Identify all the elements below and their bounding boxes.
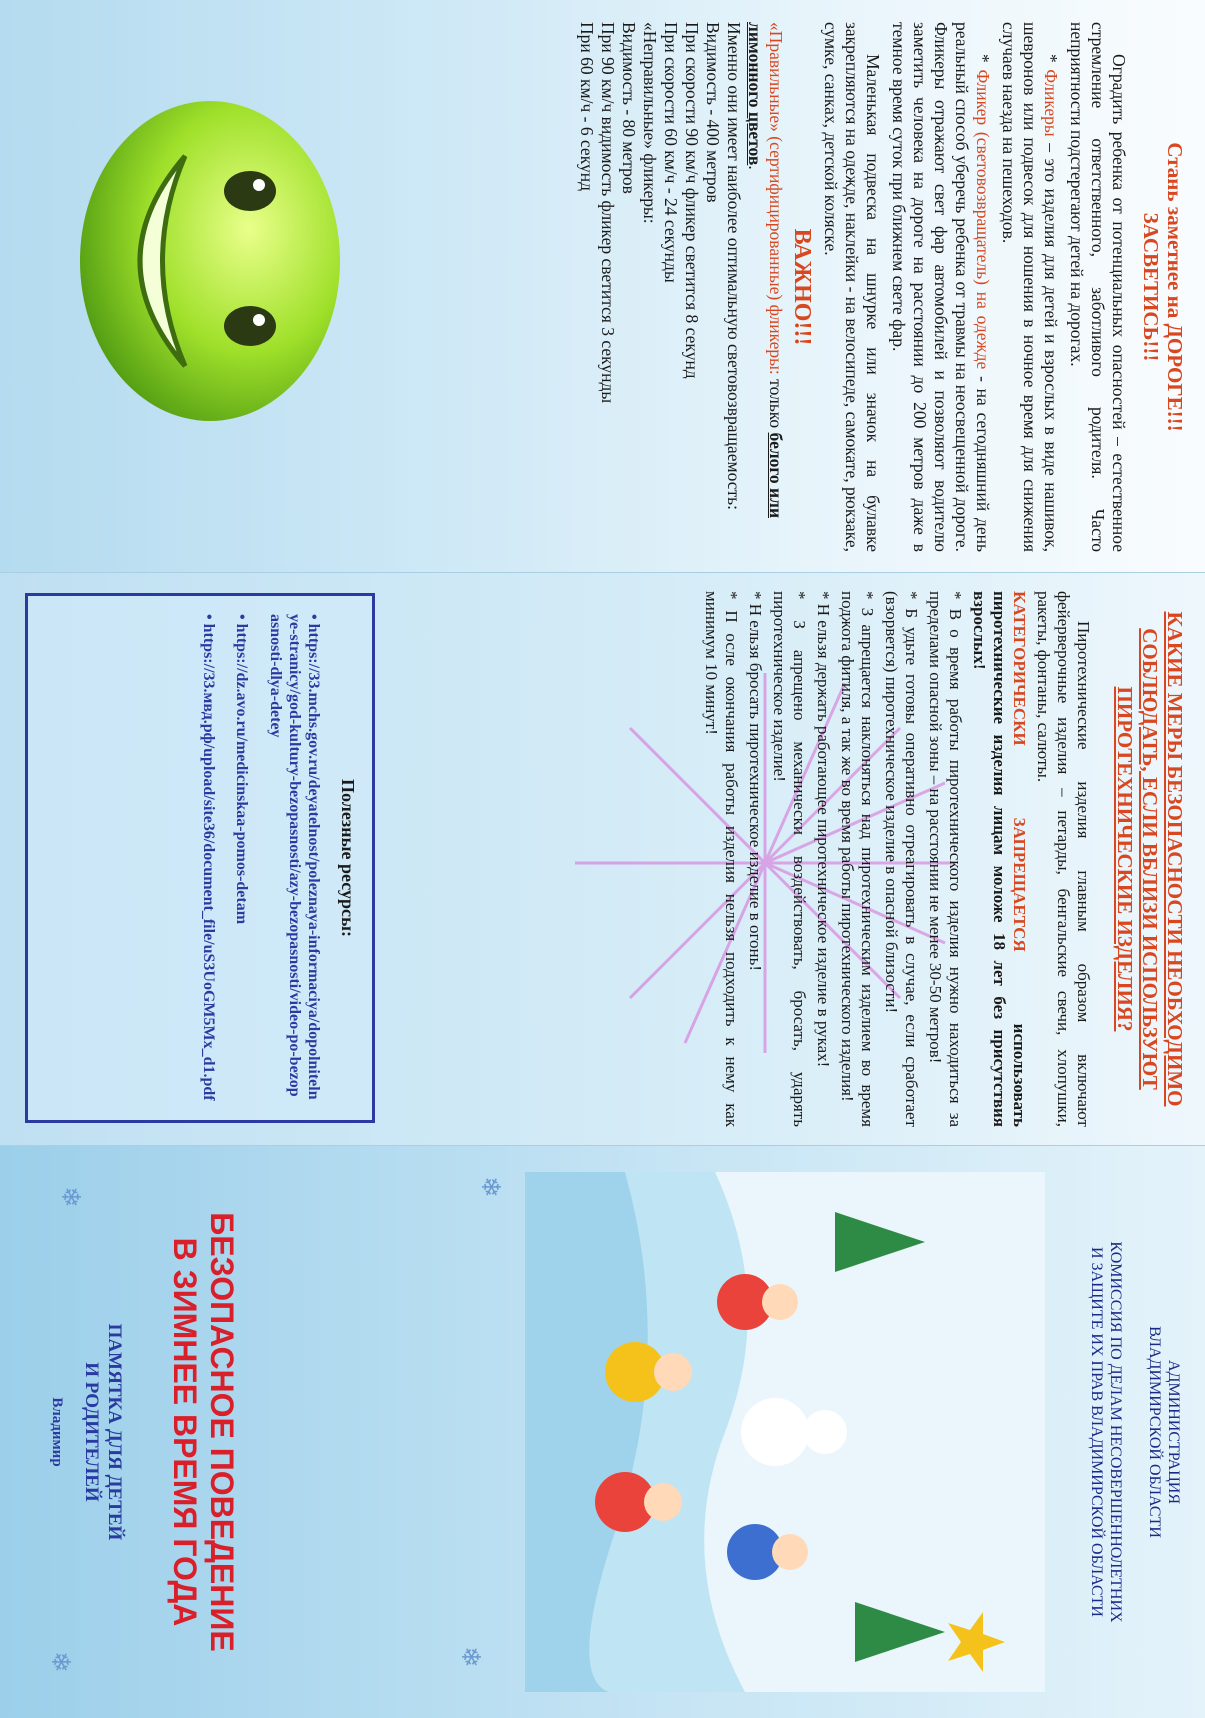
podveska-paragraph: Маленькая подвеска на шнурке или значок на булавке закрепляются на одежде, наклейки - на велосипеде, самокате, рюкзаке, сумке, санках, детской коляске. — [820, 22, 883, 552]
flikery-term: Фликеры — [1040, 69, 1061, 137]
pyro-intro: Пиротехнические изделия главным образом включают фейерверочные изделия – петарды, бенгальские свечи, хлопушки, ракеты, фонтаны, салюты. — [1034, 591, 1094, 1127]
nepravilnye-label: «Неправильные» фликеры: — [639, 22, 660, 224]
rule-item: * Б удьте готовы оперативно отреагировать в случае, если сработает (взорвется) пиротехническое изделие в опасной близости! — [882, 591, 922, 1128]
panel1-title: Стань заметнее на ДОРОГЕ!!! ЗАСВЕТИСЬ!!! — [1138, 142, 1187, 432]
good-line: Видимость - 400 метров — [702, 22, 723, 203]
intro-text: Оградить ребенка от потенциальных опасностей – естественное стремление ответственного, заботливого родителя. Часто неприятности подстерегают детей на дорогах. — [1066, 22, 1129, 552]
snowflake-icon: ❄ — [456, 1646, 485, 1668]
rule-item: * З апрещается наклоняться над пиротехническим изделием во время поджога фитиля, а так же во время работы пиротехнического изделия! — [837, 591, 877, 1128]
city-name: Владимир — [49, 1397, 65, 1467]
administration-heading: АДМИНИСТРАЦИЯ ВЛАДИМИРСКОЙ ОБЛАСТИ — [1145, 1326, 1182, 1538]
flicker-paragraph: * Фликер (световозвращатель) на одежде - на сегодняшний день реальный способ уберечь ребенка от травмы на неосвещенной дороге. Фликеры отражают свет фар автомобилей и позволяют водителю заметить человека на дороге на расстоянии до 200 метров даже в темное время суток при ближнем свете фар. — [888, 22, 993, 552]
panel2-title: КАКИЕ МЕРЫ БЕЗОПАСНОСТИ НЕОБХОДИМО СОБЛЮДАТЬ, ЕСЛИ ВБЛИЗИ ИСПОЛЬЗУЮТ ПИРОТЕХНИЧЕСКИЕ ИЗДЕЛИЯ? — [1112, 611, 1187, 1107]
rule-item: * Н ельзя бросать пиротехническое изделие в огонь! — [745, 591, 765, 972]
pamyatka-subtitle: ПАМЯТКА ДЛЯ ДЕТЕЙ И РОДИТЕЛЕЙ — [81, 1323, 125, 1541]
good-line: При скорости 60 км/ч - 24 секунды — [660, 22, 681, 283]
rule-item: * П осле окончания работы изделия нельзя подходить к нему как минимум 10 минут! — [701, 591, 741, 1127]
bad-line: При 60 км/ч - 6 секунд — [576, 22, 597, 191]
vazhno-heading: ВАЖНО!!! — [788, 228, 815, 346]
panel-pyrotechnics — [0, 573, 1205, 1145]
flicker-term: Фликер (световозвращатель) на одежде — [972, 69, 993, 370]
kategoricheski-paragraph: КАТЕГОРИЧЕСКИ ЗАПРЕЩАЕТСЯ использовать пиротехнические изделия лицам моложе 18 лет без присутствия взрослых! — [970, 591, 1030, 1127]
pravilnye-line: «Правильные» (сертифицированные) фликеры: только белого или лимонного цветов. — [744, 22, 786, 519]
panel-cover — [0, 1146, 1205, 1718]
cover-title: БЕЗОПАСНОЕ ПОВЕДЕНИЕ В ЗИМНЕЕ ВРЕМЯ ГОДА — [167, 1212, 240, 1652]
rule-item: * З апрещено механически воздействовать, бросать, ударять пиротехническое изделие! — [769, 591, 809, 1127]
rule-item: * Н ельзя держать работающее пиротехническое изделие в руках! — [813, 591, 833, 1068]
snowflake-icon: ❄ — [46, 1651, 75, 1673]
resource-link[interactable]: • https://dz.avo.ru/medicinskaa-pomos-detam — [233, 614, 251, 925]
panel-flickers — [0, 0, 1205, 572]
commission-heading: КОМИССИЯ ПО ДЕЛАМ НЕСОВЕРШЕННОЛЕТНИХ И ЗАЩИТЕ ИХ ПРАВ ВЛАДИМИРСКОЙ ОБЛАСТИ — [1087, 1241, 1124, 1623]
resources-box — [25, 593, 375, 1123]
imenno-text: Именно они имеет наиболее оптимальную световозвращаемость: — [723, 22, 744, 511]
snowflake-icon: ❄ — [476, 1176, 505, 1198]
resource-link[interactable]: • https://33.мвд.рф/upload/site36/document_file/uS3UoGM5Mx_d1.pdf — [200, 614, 218, 1101]
bad-line: Видимость - 80 метров — [618, 22, 639, 194]
resource-link[interactable]: • https://33.mchs.gov.ru/deyatelnost/poleznaya-informaciya/dopolnitelnye-stranicy/god-kultury-bezopasnosti/azy-bezopasnosti/video-po-bezopasnosti-dlya-detey — [266, 614, 322, 1100]
resources-title: Полезные ресурсы: — [338, 778, 358, 938]
rule-item: * В о время работы пиротехнического изделия нужно находиться за пределами опасной зоны – на расстоянии не менее 30-50 метров! — [926, 591, 966, 1128]
good-line: При скорости 90 км/ч фликер светится 8 секунд — [681, 22, 702, 379]
bad-line: При 90 км/ч видимость фликер светится 3 секунды — [597, 22, 618, 404]
snowflake-icon: ❄ — [56, 1186, 85, 1208]
flikery-paragraph: * Фликеры – это изделия для детей и взрослых в виде нашивок, шевронов или подвесок для ношения в ночное время для снижения случаев наезда на пешеходов. — [998, 22, 1061, 553]
winter-kids-illustration — [525, 1172, 1045, 1692]
smiley-flicker-image — [75, 96, 345, 426]
